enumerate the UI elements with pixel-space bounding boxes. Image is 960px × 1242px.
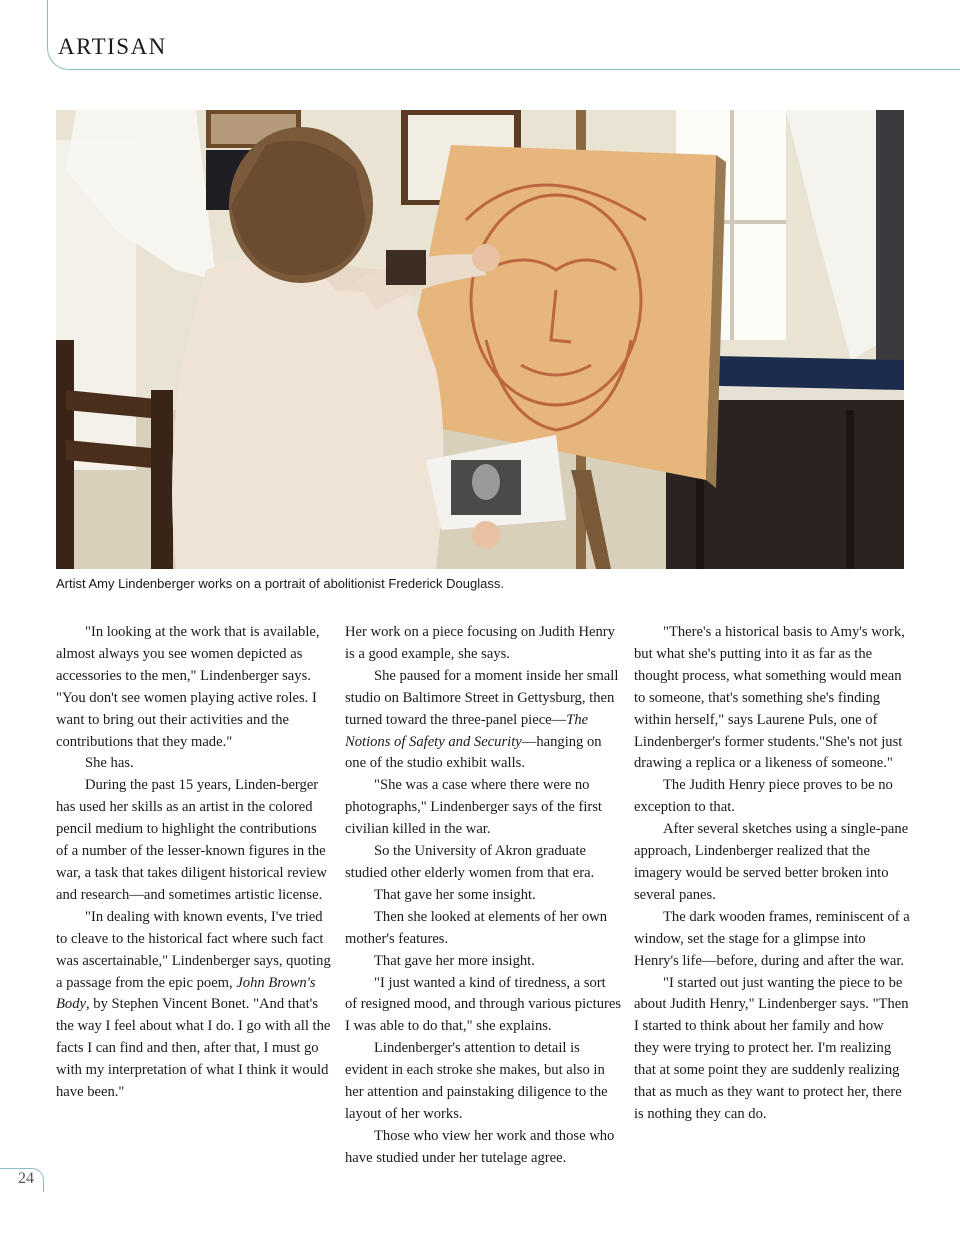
paragraph: After several sketches using a single-pane approach, Lindenberger realized that the imagery would be served better broken into several panes. [634, 821, 909, 903]
paragraph: She has. [85, 755, 134, 772]
paragraph: "I just wanted a kind of tiredness, a sort of resigned mood, and through various pictures I was able to do that," she explains. [345, 974, 622, 1035]
page-number: 24 [18, 1170, 34, 1187]
paragraph: The dark wooden frames, reminiscent of a window, set the stage for a glimpse into Henry's life—before, during and after the war. [634, 908, 910, 969]
paragraph: During the past 15 years, Linden-berger has used her skills as an artist in the colored pencil medium to highlight the contributions of a number of the lesser-known figures in the war, a task that takes diligent historical review and research—and sometimes artistic license. [56, 777, 327, 903]
paragraph [56, 907, 332, 1104]
text-run: , by Stephen Vincent Bonet. "And that's the way I feel about what I do. I go with all the facts I can find and then, after that, I must go with my interpretation of what I think it would have been." [56, 996, 331, 1101]
text-run: "In dealing with known events, I've tried to cleave to the historical fact where such fact was ascertainable," Lindenberger says, quoting a passage from the epic poem, [56, 908, 331, 991]
paragraph: So the University of Akron graduate studied other elderly women from that era. [345, 843, 595, 881]
article-column-1 [56, 622, 332, 1104]
paragraph: That gave her some insight. [374, 886, 536, 903]
text-run: —hanging on one of the studio exhibit walls. [345, 733, 602, 772]
photo-artist-painting [56, 110, 904, 569]
paragraph: "In looking at the work that is available, almost always you see women depicted as accessories to the men," Lindenberger says. "You don't see women playing active roles. I want to bring out their activities and the contributions that they made." [56, 624, 320, 750]
article-column-2 [345, 622, 621, 1170]
paragraph: "There's a historical basis to Amy's work, but what she's putting into it as far as the thought process, what something would mean to someone, that's something she's finding within herself," says Laurene Puls, one of Lindenberger's former students."She's not just drawing a replica or a likeness of someone." [634, 624, 905, 772]
paragraph: Then she looked at elements of her own mother's features. [345, 908, 608, 947]
paragraph: Those who view her work and those who have studied under her tutelage agree. [345, 1127, 615, 1166]
paragraph: Lindenberger's attention to detail is evident in each stroke she makes, but also in her attention and painstaking diligence to the layout of her works. [345, 1040, 608, 1122]
paragraph: "She was a case where there were no photographs," Lindenberger says of the first civilian killed in the war. [345, 777, 602, 838]
paragraph: Her work on a piece focusing on Judith Henry is a good example, she says. [345, 624, 615, 662]
paragraph: That gave her more insight. [374, 952, 535, 969]
article-column-3 [634, 622, 910, 1126]
paragraph: The Judith Henry piece proves to be no exception to that. [634, 777, 893, 816]
italic-title: The Notions of Safety and Security [345, 711, 589, 750]
italic-title: John Brown's Body [56, 974, 316, 1013]
section-title: ARTISAN [58, 34, 167, 59]
header-rule [47, 0, 960, 70]
text-run: She paused for a moment inside her small studio on Baltimore Street in Gettysburg, then turned toward the three-panel piece— [345, 667, 619, 728]
photo-caption: Artist Amy Lindenberger works on a portrait of abolitionist Frederick Douglass. [56, 576, 504, 591]
paragraph: "I started out just wanting the piece to be about Judith Henry," Lindenberger says. "Then I started to think about her family and how they were trying to protect her. I'm realizing that at some point they are suddenly realizing that as much as they want to protect her, there is nothing they can do. [634, 974, 909, 1122]
paragraph [345, 666, 621, 776]
